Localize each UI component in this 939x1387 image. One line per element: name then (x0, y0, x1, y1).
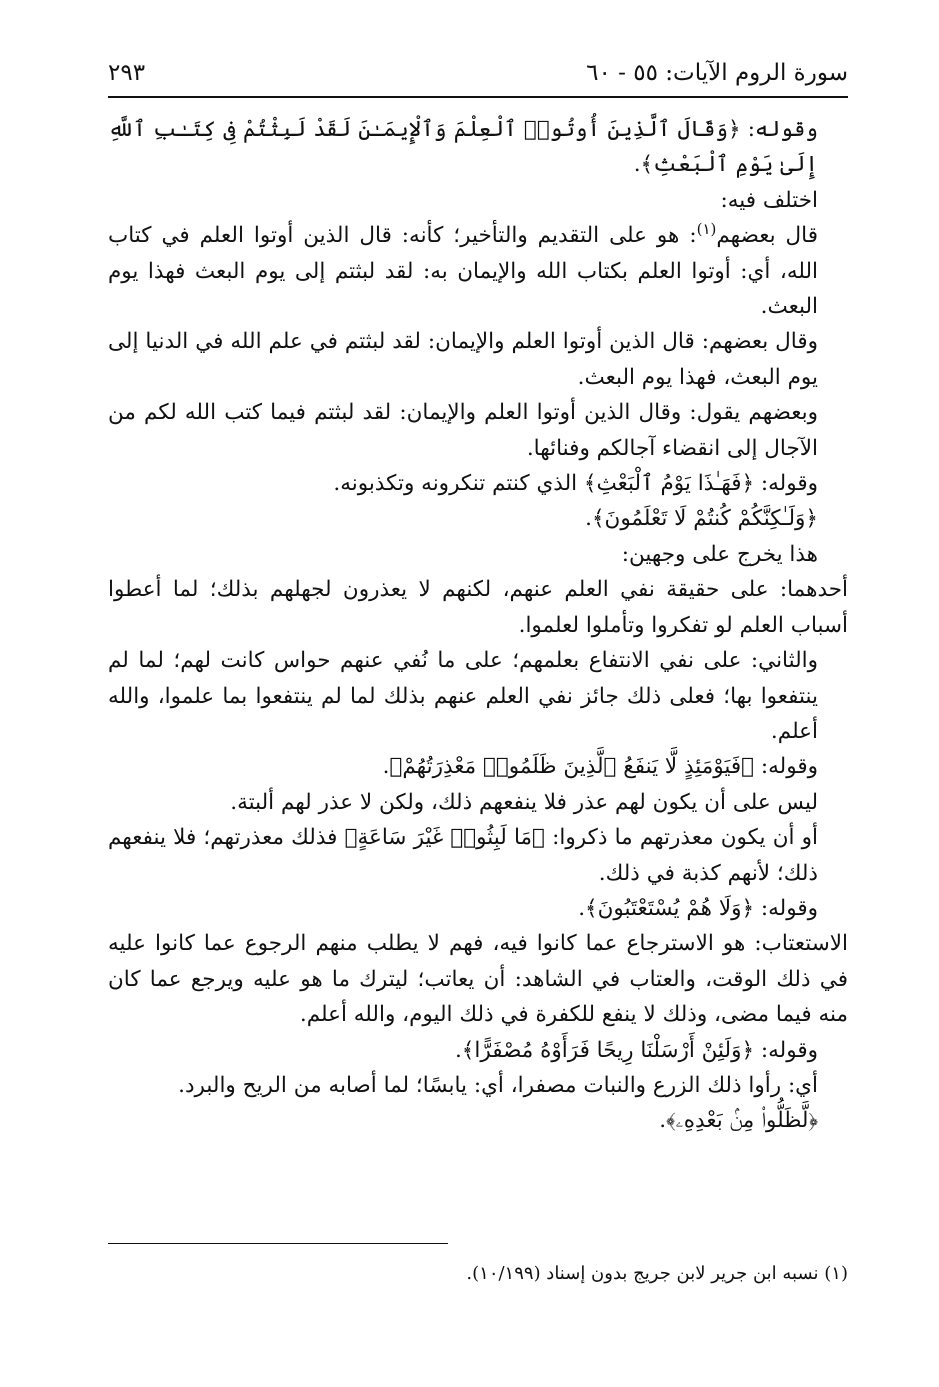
footnote: (١) نسبه ابن جرير لابن جريج بدون إسناد (١٠/١٩٩). (466, 1263, 848, 1284)
paragraph: وقوله: ﴿وَلَئِنْ أَرْسَلْنَا رِيحًا فَرَأَوْهُ مُصْفَرًّا﴾. (454, 1037, 818, 1063)
footnote-reference[interactable]: (١) (696, 220, 717, 239)
paragraph: وقوله: ﴿فَهَـٰذَا يَوْمُ ٱلْبَعْثِ﴾ الذي كنتم تنكرونه وتكذبونه. (333, 471, 818, 497)
paragraph: وقوله: ﴿فَيَوْمَئِذٍ لَّا يَنفَعُ ٱلَّذِينَ ظَلَمُوا۟ مَعْذِرَتُهُمْ﴾. (382, 754, 818, 780)
paragraph: وقال بعضهم: قال الذين أوتوا العلم والإيمان: لقد لبثتم في علم الله في الدنيا إلى يوم البعث، فهذا يوم البعث. (108, 329, 818, 390)
quran-verse: ﴿وَلَـٰكِنَّكُمْ كُنتُمْ لَا تَعْلَمُونَ﴾. (585, 506, 818, 532)
paragraph: وقوله: ﴿وَقَالَ ٱلَّذِينَ أُوتُوا۟ ٱلْعِلْمَ وَٱلْإِيمَـٰنَ لَقَدْ لَبِثْتُمْ فِى كِتَـٰبِ ٱللَّهِ إِلَىٰ يَوْمِ ٱلْبَعْثِ﴾. (108, 117, 818, 178)
page-header (108, 56, 848, 90)
paragraph (108, 218, 848, 324)
running-title: سورة الروم الآيات: ٥٥ - ٦٠ (586, 60, 848, 86)
paragraph: أي: رأوا ذلك الزرع والنبات مصفرا، أي: يابسًا؛ لما أصابه من الريح والبرد. (178, 1072, 818, 1098)
paragraph: وقوله: ﴿وَلَا هُمْ يُسْتَعْتَبُونَ﴾. (578, 895, 818, 921)
paragraph: والثاني: على نفي الانتفاع بعلمهم؛ على ما نُفي عنهم حواس كانت لهم؛ لما لم ينتفعوا بها؛ فعلى ذلك جائز نفي العلم عنهم بذلك لما لم ينتفعوا بما علموا، والله أعلم. (108, 648, 818, 744)
paragraph: هذا يخرج على وجهين: (621, 541, 818, 567)
paragraph: أو أن يكون معذرتهم ما ذكروا: ﴿مَا لَبِثُوا۟ غَيْرَ سَاعَةٍ﴾ فذلك معذرتهم؛ فلا ينفعهم ذلك؛ لأنهم كذبة في ذلك. (108, 825, 818, 886)
paragraph: وبعضهم يقول: وقال الذين أوتوا العلم والإيمان: لقد لبثتم فيما كتب الله لكم من الآجال إلى انقضاء آجالكم وفنائها. (108, 400, 818, 461)
quran-verse: ﴿لَّظَلُّوا۟ مِنۢ بَعْدِهِۦ﴾. (659, 1108, 818, 1134)
paragraph: أحدهما: على حقيقة نفي العلم عنهم، لكنهم لا يعذرون لجهلهم بذلك؛ لما أعطوا أسباب العلم لو تفكروا وتأملوا لعلموا. (108, 577, 848, 638)
book-page (108, 56, 848, 1356)
header-divider (108, 96, 848, 98)
footnote-divider (108, 1243, 448, 1244)
paragraph-text: قال بعضهم (716, 223, 818, 249)
paragraph: ليس على أن يكون لهم عذر فلا ينفعهم ذلك، ولكن لا عذر لهم ألبتة. (230, 789, 818, 815)
main-text (108, 112, 848, 1139)
page-number: ٢٩٣ (108, 60, 146, 86)
paragraph-text: : هو على التقديم والتأخير؛ كأنه: قال الذين أوتوا العلم في كتاب الله، أي: أوتوا العلم بكتاب الله والإيمان به: لقد لبثتم إلى يوم البعث فهذا يوم البعث. (108, 223, 818, 320)
paragraph: اختلف فيه: (720, 187, 818, 213)
paragraph: الاستعتاب: هو الاسترجاع عما كانوا فيه، فهم لا يطلب منهم الرجوع عما كانوا عليه في ذلك الوقت، والعتاب في الشاهد: أن يعاتب؛ ليترك ما هو عليه ويرجع عما كان منه فيما مضى، وذلك لا ينفع للكفرة في ذلك اليوم، والله أعلم. (108, 931, 848, 1028)
